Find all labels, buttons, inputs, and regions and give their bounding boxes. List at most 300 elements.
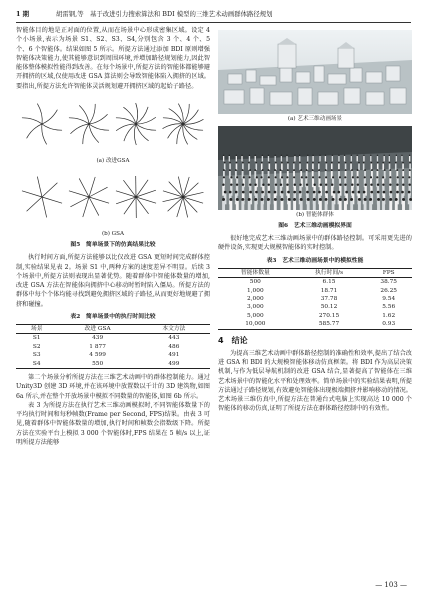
agent-head	[358, 198, 361, 201]
table-cell: 4 599	[89, 352, 106, 359]
agent-figure	[269, 164, 271, 170]
agent-figure	[318, 179, 320, 188]
agent-head	[338, 169, 340, 171]
left-column	[16, 26, 210, 447]
agent-figure	[261, 201, 264, 210]
agent-figure	[242, 164, 244, 170]
agent-figure	[389, 164, 391, 170]
agent-head	[230, 184, 232, 186]
agent-head	[401, 191, 404, 194]
agent-figure	[275, 164, 277, 170]
agent-figure	[224, 164, 226, 170]
agent-figure	[370, 156, 371, 161]
agent-head	[395, 198, 398, 201]
agent-figure	[261, 179, 263, 188]
agent-path-line	[169, 108, 183, 123]
agent-head	[396, 155, 397, 156]
agent-head	[261, 191, 264, 194]
left-paragraph-2: 执行时间方面,所提方法能够以比仅改进 GSA 更短时间完成群体控制,实验结果见表 2。场景 S1 中,两种方案的速度差异不明显。后续 3 个场景中,所提方法则表现出显著优势。随着群体中智能体数量的增加,改进 GSA 方法在智能体向拥挤中心移动时暂时陷入僵局。所提方法的群体中每个个体均能寻找到避免拥挤区域的子路径,从而更好地规避了拥挤和碰撞。	[16, 254, 210, 308]
table-row	[218, 320, 412, 329]
table-cell: 443	[168, 335, 180, 342]
agent-head	[223, 155, 224, 156]
figure-5a-caption: (a) 改进GSA	[96, 158, 130, 164]
agent-path-line	[136, 197, 149, 214]
agent-head	[364, 176, 366, 178]
agent-head	[333, 191, 336, 194]
agent-head	[241, 198, 244, 201]
agent-path-line	[42, 197, 62, 203]
agent-head	[364, 184, 366, 186]
table-row	[16, 351, 210, 359]
agent-head	[320, 184, 322, 186]
agent-figure	[319, 156, 320, 161]
path-star-panel	[163, 103, 204, 144]
agent-head	[249, 184, 251, 186]
agent-head	[377, 169, 379, 171]
agent-figure	[307, 201, 310, 210]
left-paragraph-4: 表 3 为所提方法在执行艺术三维动画模拟时,不同智能体数量下的平均执行时间和每秒帧数(Frame per Second, FPS)结果。由表 3 可见,随着群体中智能体数量的增加,执行时间和帧数会指数级下降。所提方法在实验平台上模拟 3 000 个智能体时,FPS 结果在 5 帧/s 以上,证明所提方法能够	[16, 401, 210, 446]
agent-figure	[345, 164, 347, 170]
agent-head	[236, 176, 238, 178]
agent-figure	[384, 156, 385, 161]
running-header	[16, 8, 411, 20]
agent-head	[313, 184, 315, 186]
conclusion-paragraph: 为提高三维艺术动画中群体路径控制的准确性和效率,提出了结合改进 GSA 和 BDI 的大规模智能体移动仿真框架。将 BDI 作为高层决策机制,与作为低层导航机制的改进 GSA 结合,显著提高了智能体在三维艺术场景中的智能化水平和处理效率。简单场景中的实验结果表明,所提方法通过子路径规划,有效避免智能体出现极端拥挤并影响移动的情况。艺术场景三维仿真中,所提方法在普通台式电脑上实现高达 10 000 个智能体的移动仿真,证明了所提方法在群体路径控制中的有效性。	[218, 349, 412, 413]
table-cell: 1.62	[382, 312, 396, 319]
agent-figure	[396, 156, 397, 161]
path-star-panel	[116, 176, 156, 218]
agent-head	[345, 191, 348, 194]
figure-5b-star-plot	[16, 168, 210, 226]
header-rule	[16, 22, 411, 23]
agent-head	[293, 198, 296, 201]
agent-head	[352, 191, 355, 194]
agent-head	[242, 184, 244, 186]
agent-figure	[268, 156, 269, 161]
path-star-panel	[22, 177, 62, 218]
agent-head	[312, 162, 314, 164]
agent-head	[223, 176, 225, 178]
agent-head	[318, 176, 320, 178]
agent-path-line	[123, 180, 136, 197]
agent-head	[249, 191, 252, 194]
agent-head	[352, 176, 354, 178]
agent-path-line	[42, 109, 57, 123]
agent-figure	[402, 201, 405, 210]
table-cell: 0.93	[382, 321, 396, 328]
table-cell: 499	[168, 360, 180, 367]
table-cell: 5,000	[247, 312, 264, 319]
agent-path-line	[89, 104, 95, 124]
table-row	[218, 303, 412, 311]
agent-head	[364, 169, 366, 171]
agent-figure	[307, 156, 308, 161]
agent-head	[288, 198, 291, 201]
agent-head	[248, 198, 251, 201]
agent-figure	[409, 201, 412, 210]
agent-figure	[236, 201, 239, 210]
agent-head	[357, 184, 359, 186]
agent-figure	[248, 201, 251, 210]
agent-figure	[369, 201, 372, 210]
agent-figure	[350, 201, 353, 210]
agent-figure	[293, 164, 295, 170]
agent-head	[256, 176, 258, 178]
agent-head	[384, 169, 386, 171]
agent-head	[241, 155, 242, 156]
agent-figure	[382, 201, 385, 210]
agent-figure	[363, 156, 364, 161]
agent-head	[248, 162, 250, 164]
agent-head	[307, 198, 310, 201]
agent-head	[229, 155, 230, 156]
agent-head	[332, 155, 333, 156]
agent-head	[384, 155, 385, 156]
agent-figure	[307, 164, 309, 170]
agent-figure	[301, 179, 303, 188]
agent-figure	[288, 201, 291, 210]
agent-head	[236, 198, 239, 201]
table-3-header-cell: 执行时间/s	[314, 269, 344, 276]
agent-head	[382, 198, 385, 201]
agent-head	[389, 176, 391, 178]
agent-head	[350, 198, 353, 201]
agent-head	[358, 191, 361, 194]
agent-head	[318, 169, 320, 171]
agent-head	[222, 184, 224, 186]
agent-head	[261, 176, 263, 178]
agent-head	[325, 176, 327, 178]
agent-figure	[370, 179, 372, 188]
agent-head	[409, 155, 410, 156]
agent-head	[397, 176, 399, 178]
agent-head	[222, 198, 225, 201]
agent-head	[242, 169, 244, 171]
agent-figure	[338, 164, 340, 170]
agent-head	[286, 184, 288, 186]
agent-head	[326, 162, 328, 164]
agent-head	[293, 191, 296, 194]
agent-head	[409, 162, 411, 164]
table-row	[218, 287, 412, 295]
agent-head	[313, 191, 316, 194]
agent-head	[350, 162, 352, 164]
agent-head	[389, 155, 390, 156]
agent-head	[223, 169, 225, 171]
table-row	[218, 278, 412, 287]
agent-head	[344, 155, 345, 156]
path-star-panel	[69, 104, 109, 144]
agent-figure	[255, 164, 257, 170]
agent-figure	[377, 201, 380, 210]
agent-head	[286, 155, 287, 156]
agent-head	[363, 191, 366, 194]
agent-head	[376, 176, 378, 178]
agent-head	[236, 184, 238, 186]
agent-head	[370, 184, 372, 186]
agent-head	[268, 184, 270, 186]
agent-figure	[318, 164, 320, 170]
agent-head	[268, 176, 270, 178]
agent-head	[402, 184, 404, 186]
agent-figure	[377, 156, 378, 161]
agent-head	[389, 169, 391, 171]
table-cell: 38.75	[380, 279, 397, 286]
agent-head	[390, 191, 393, 194]
agent-head	[229, 198, 232, 201]
agent-head	[268, 191, 271, 194]
agent-figure	[262, 156, 263, 161]
agent-head	[249, 155, 250, 156]
agent-head	[229, 191, 232, 194]
agent-head	[235, 169, 237, 171]
path-star-panel	[69, 177, 109, 217]
agent-figure	[274, 201, 277, 210]
agent-figure	[312, 156, 313, 161]
figure-6a-city-scene-image	[218, 30, 412, 114]
agent-head	[408, 184, 410, 186]
agent-figure	[229, 164, 231, 170]
agent-head	[281, 198, 284, 201]
agent-head	[339, 198, 342, 201]
table-cell: S4	[32, 360, 41, 367]
agent-figure	[326, 164, 328, 170]
agent-head	[389, 184, 391, 186]
agent-head	[312, 176, 314, 178]
agent-path-line	[136, 124, 149, 141]
agent-head	[377, 198, 380, 201]
agent-figure	[241, 201, 244, 210]
path-star-panel	[116, 103, 156, 145]
agent-path-line	[37, 177, 42, 197]
agent-path-line	[168, 124, 183, 138]
agent-head	[281, 162, 283, 164]
agent-path-line	[124, 197, 136, 214]
agent-head	[396, 169, 398, 171]
table-row	[16, 343, 210, 351]
agent-head	[377, 162, 379, 164]
agent-head	[377, 155, 378, 156]
agent-head	[254, 169, 256, 171]
agent-figure	[249, 156, 250, 161]
table-cell: 1,000	[247, 287, 264, 294]
path-star-panel	[163, 177, 204, 218]
agent-head	[401, 155, 402, 156]
agent-figure	[261, 164, 263, 170]
agent-head	[299, 184, 301, 186]
agent-head	[269, 162, 271, 164]
agent-head	[287, 169, 289, 171]
agent-figure	[286, 156, 287, 161]
agent-figure	[275, 156, 276, 161]
agent-head	[306, 169, 308, 171]
agent-head	[344, 184, 346, 186]
agent-head	[268, 155, 269, 156]
agent-head	[262, 169, 264, 171]
agent-head	[262, 155, 263, 156]
agent-head	[325, 155, 326, 156]
agent-path-line	[22, 191, 42, 197]
table-cell: S3	[32, 352, 41, 359]
agent-figure	[350, 164, 352, 170]
agent-head	[345, 162, 347, 164]
agent-head	[301, 176, 303, 178]
agent-figure	[377, 164, 379, 170]
agent-path-line	[27, 124, 42, 138]
agent-figure	[254, 201, 257, 210]
figure-6b-caption: (b) 智能体群体	[296, 212, 334, 218]
page-number: — 103 —	[375, 581, 407, 589]
agent-path-line	[183, 109, 198, 123]
agent-figure	[312, 164, 314, 170]
agent-path-line	[123, 107, 136, 124]
agent-figure	[395, 164, 397, 170]
agent-head	[281, 191, 284, 194]
agent-figure	[223, 156, 224, 161]
agent-figure	[313, 201, 316, 210]
agent-head	[254, 198, 257, 201]
table-cell: 37.78	[320, 295, 338, 302]
agent-head	[389, 198, 392, 201]
agent-head	[319, 155, 320, 156]
agent-head	[345, 169, 347, 171]
figure-6a-caption: (a) 艺术三维动画场景	[287, 116, 343, 122]
right-paragraph-1: 很好地完成艺术三维动画场景中的群体路径控制。可采用更先进的硬件设备,实现更大规模智能体的实时控制。	[218, 235, 412, 252]
agent-head	[363, 155, 364, 156]
agent-path-line	[42, 124, 47, 144]
agent-figure	[364, 201, 367, 210]
right-column	[218, 26, 412, 414]
agent-head	[357, 169, 359, 171]
agent-head	[243, 176, 245, 178]
agent-head	[363, 162, 365, 164]
agent-head	[409, 169, 411, 171]
agent-head	[344, 198, 347, 201]
agent-path-line	[37, 103, 42, 123]
agent-head	[402, 162, 404, 164]
agent-path-line	[42, 197, 47, 217]
agent-head	[331, 169, 333, 171]
agent-figure	[358, 164, 360, 170]
agent-figure	[300, 201, 303, 210]
agent-head	[242, 162, 244, 164]
agent-figure	[281, 164, 283, 170]
agent-figure	[351, 156, 352, 161]
agent-figure	[248, 164, 250, 170]
table-cell: 26.25	[380, 287, 397, 294]
agent-head	[275, 184, 277, 186]
table-cell: 50.12	[320, 304, 338, 311]
agent-head	[286, 176, 288, 178]
running-title: 胡雷钢,等 基于改进引力搜索算法和 BDI 模型的三维艺术动画群体路径规划	[56, 10, 273, 18]
table-3-header-row	[218, 268, 412, 277]
table-cell: 6.15	[322, 279, 336, 286]
agent-head	[249, 176, 251, 178]
agent-head	[229, 162, 231, 164]
table-cell: 550	[92, 360, 104, 367]
agent-figure	[382, 164, 384, 170]
agent-head	[332, 198, 335, 201]
agent-path-line	[116, 124, 136, 131]
agent-figure	[241, 156, 242, 161]
table-2-header-row	[16, 325, 210, 334]
agent-path-line	[183, 197, 188, 217]
agent-head	[402, 198, 405, 201]
agent-head	[331, 162, 333, 164]
agent-path-line	[136, 124, 156, 130]
agent-path-line	[116, 197, 136, 204]
table-cell: 18.71	[320, 287, 338, 294]
agent-head	[287, 191, 290, 194]
agent-figure	[332, 156, 333, 161]
agent-figure	[325, 201, 328, 210]
agent-head	[294, 155, 295, 156]
agent-path-line	[89, 124, 109, 130]
agent-head	[299, 191, 302, 194]
agent-path-line	[178, 103, 183, 123]
agent-head	[351, 169, 353, 171]
path-star-panel	[22, 103, 62, 144]
agent-head	[318, 162, 320, 164]
table-2-header-cell: 场景	[30, 326, 43, 332]
agent-head	[254, 184, 256, 186]
agent-head	[299, 155, 300, 156]
agent-head	[409, 198, 412, 201]
agent-head	[364, 198, 367, 201]
agent-head	[319, 198, 322, 201]
agent-head	[275, 155, 276, 156]
agent-head	[357, 155, 358, 156]
left-paragraph-1: 智能体目的地是正对面的位置,从而在场景中心形成密集区域。设定 4 个小场景,表示为场景 S1、S2、S3、S4,分别包含 3 个、4 个、5 个、6 个智能体。结果如图 5 所示。所提方法通过添加 BDI 原则增强智能体决策能力,使其能够意识到周围环境,并增加路径规划能力,因此智能体整体模拟性能得到改善。在每个场景中,所提方法的智能体都能够避开拥挤的区域,仅使用改进 GSA 算法则会导致智能体陷入拥挤的区域。要指出,所提方法允许智能体灵活规划避开拥挤区域的起始子路径。	[16, 27, 210, 90]
figure-5a-star-plot	[16, 95, 210, 153]
table-3	[218, 268, 412, 330]
agent-head	[351, 184, 353, 186]
table-cell: 439	[92, 335, 104, 342]
agent-head	[377, 184, 379, 186]
agent-path-line	[178, 177, 183, 197]
agent-figure	[325, 156, 326, 161]
agent-figure	[409, 164, 411, 170]
agent-figure	[236, 164, 238, 170]
agent-head	[306, 184, 308, 186]
agent-head	[325, 169, 327, 171]
agent-path-line	[136, 117, 156, 124]
agent-path-line	[27, 197, 42, 211]
agent-head	[382, 162, 384, 164]
agent-head	[383, 191, 386, 194]
agent-head	[325, 191, 328, 194]
agent-head	[280, 184, 282, 186]
table-2-header-cell: 改进 GSA	[84, 326, 111, 332]
agent-figure	[287, 164, 289, 170]
table-row	[16, 334, 210, 343]
table-3-caption: 表3 艺术三维动画场景中的模拟性能	[266, 257, 364, 264]
agent-figure	[319, 201, 322, 210]
agent-head	[293, 176, 295, 178]
agent-path-line	[134, 124, 136, 145]
agent-head	[230, 176, 232, 178]
agent-head	[370, 155, 371, 156]
agent-figure	[358, 201, 361, 210]
agent-path-line	[136, 180, 148, 197]
left-paragraph-3: 第二个场景分析所提方法在三维艺术动画中的群体控制能力。通过 Unity3D 创建 3D 环境,并在该环境中放置数以千计的 3D 建筑物,如图 6a 所示,并在整个开放场景中模拟不同数量的智能体,如图 6b 所示。	[16, 374, 210, 400]
agent-head	[389, 162, 391, 164]
agent-head	[305, 176, 307, 178]
table-cell: 500	[249, 279, 261, 286]
agent-figure	[229, 201, 232, 210]
agent-head	[236, 162, 238, 164]
agent-head	[281, 176, 283, 178]
